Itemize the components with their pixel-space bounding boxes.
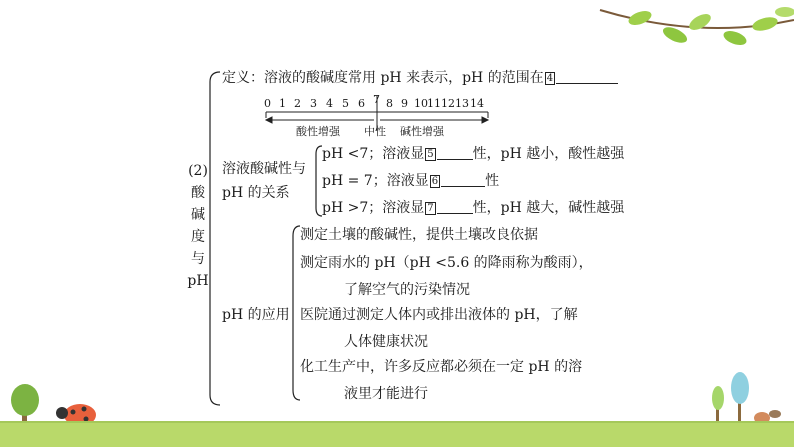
row-suffix: 性，pH 越大，碱性越强 bbox=[472, 200, 625, 216]
section-number: (2) bbox=[188, 163, 208, 179]
row-prefix: pH <7；溶液显 bbox=[322, 146, 425, 162]
acid-label: 酸性增强 bbox=[296, 125, 340, 138]
application-line: 测定雨水的 pH（pH <5.6 的降雨称为酸雨）， bbox=[300, 255, 593, 271]
application-title: pH 的应用 bbox=[222, 307, 290, 323]
ph-scale-numbers bbox=[264, 93, 494, 111]
application-line: 测定土壤的酸碱性，提供土壤改良依据 bbox=[300, 227, 538, 243]
section-char: 酸 bbox=[191, 185, 205, 201]
scale-number: 3 bbox=[310, 97, 317, 110]
relation-row-basic bbox=[322, 199, 624, 217]
section-char: pH bbox=[187, 273, 209, 289]
scale-number: 14 bbox=[470, 97, 484, 110]
application-line: 液里才能进行 bbox=[344, 386, 428, 402]
scale-number: 9 bbox=[401, 97, 408, 110]
application-line: 化工生产中，许多反应都必须在一定 pH 的溶 bbox=[300, 359, 583, 375]
answer-blank[interactable] bbox=[441, 174, 485, 187]
scale-number: 5 bbox=[342, 97, 349, 110]
section-vertical-label bbox=[186, 160, 210, 292]
row-prefix: pH >7；溶液显 bbox=[322, 200, 425, 216]
scale-number: 7 bbox=[373, 93, 380, 106]
row-prefix: pH = 7；溶液显 bbox=[322, 173, 429, 189]
application-line: 了解空气的污染情况 bbox=[344, 282, 470, 298]
answer-box: 7 bbox=[427, 203, 434, 214]
relation-row-acidic bbox=[322, 145, 624, 163]
answer-box: 5 bbox=[427, 149, 434, 160]
scale-number: 11 bbox=[427, 97, 441, 110]
answer-blank[interactable] bbox=[556, 71, 618, 84]
definition-text: 定义：溶液的酸碱度常用 pH 来表示，pH 的范围在 bbox=[222, 70, 544, 86]
section-char: 碱 bbox=[191, 207, 205, 223]
scale-number: 8 bbox=[386, 97, 393, 110]
scale-number: 13 bbox=[455, 97, 469, 110]
definition-line bbox=[222, 69, 618, 87]
application-line: 人体健康状况 bbox=[344, 334, 428, 350]
section-char: 与 bbox=[191, 251, 205, 267]
section-char: 度 bbox=[191, 229, 205, 245]
answer-blank[interactable] bbox=[437, 201, 473, 214]
base-label: 碱性增强 bbox=[400, 125, 444, 138]
row-suffix: 性 bbox=[485, 173, 500, 189]
main-bracket bbox=[210, 72, 220, 405]
neutral-label: 中性 bbox=[364, 125, 386, 138]
application-bracket bbox=[293, 226, 300, 400]
scale-number: 4 bbox=[326, 97, 333, 110]
answer-box: 6 bbox=[431, 176, 439, 187]
scale-number: 0 bbox=[264, 97, 271, 110]
answer-blank[interactable] bbox=[437, 147, 473, 160]
relation-title-line2: pH 的关系 bbox=[222, 185, 290, 201]
row-suffix: 性，pH 越小，酸性越强 bbox=[472, 146, 625, 162]
scale-number: 2 bbox=[294, 97, 301, 110]
answer-box: 4 bbox=[546, 73, 554, 84]
relation-row-neutral bbox=[322, 172, 499, 190]
application-line: 医院通过测定人体内或排出液体的 pH，了解 bbox=[300, 307, 578, 323]
scale-number: 10 bbox=[414, 97, 428, 110]
scale-number: 1 bbox=[279, 97, 286, 110]
relation-title-line1: 溶液酸碱性与 bbox=[222, 161, 306, 177]
scale-number: 12 bbox=[441, 97, 455, 110]
scale-number: 6 bbox=[358, 97, 365, 110]
